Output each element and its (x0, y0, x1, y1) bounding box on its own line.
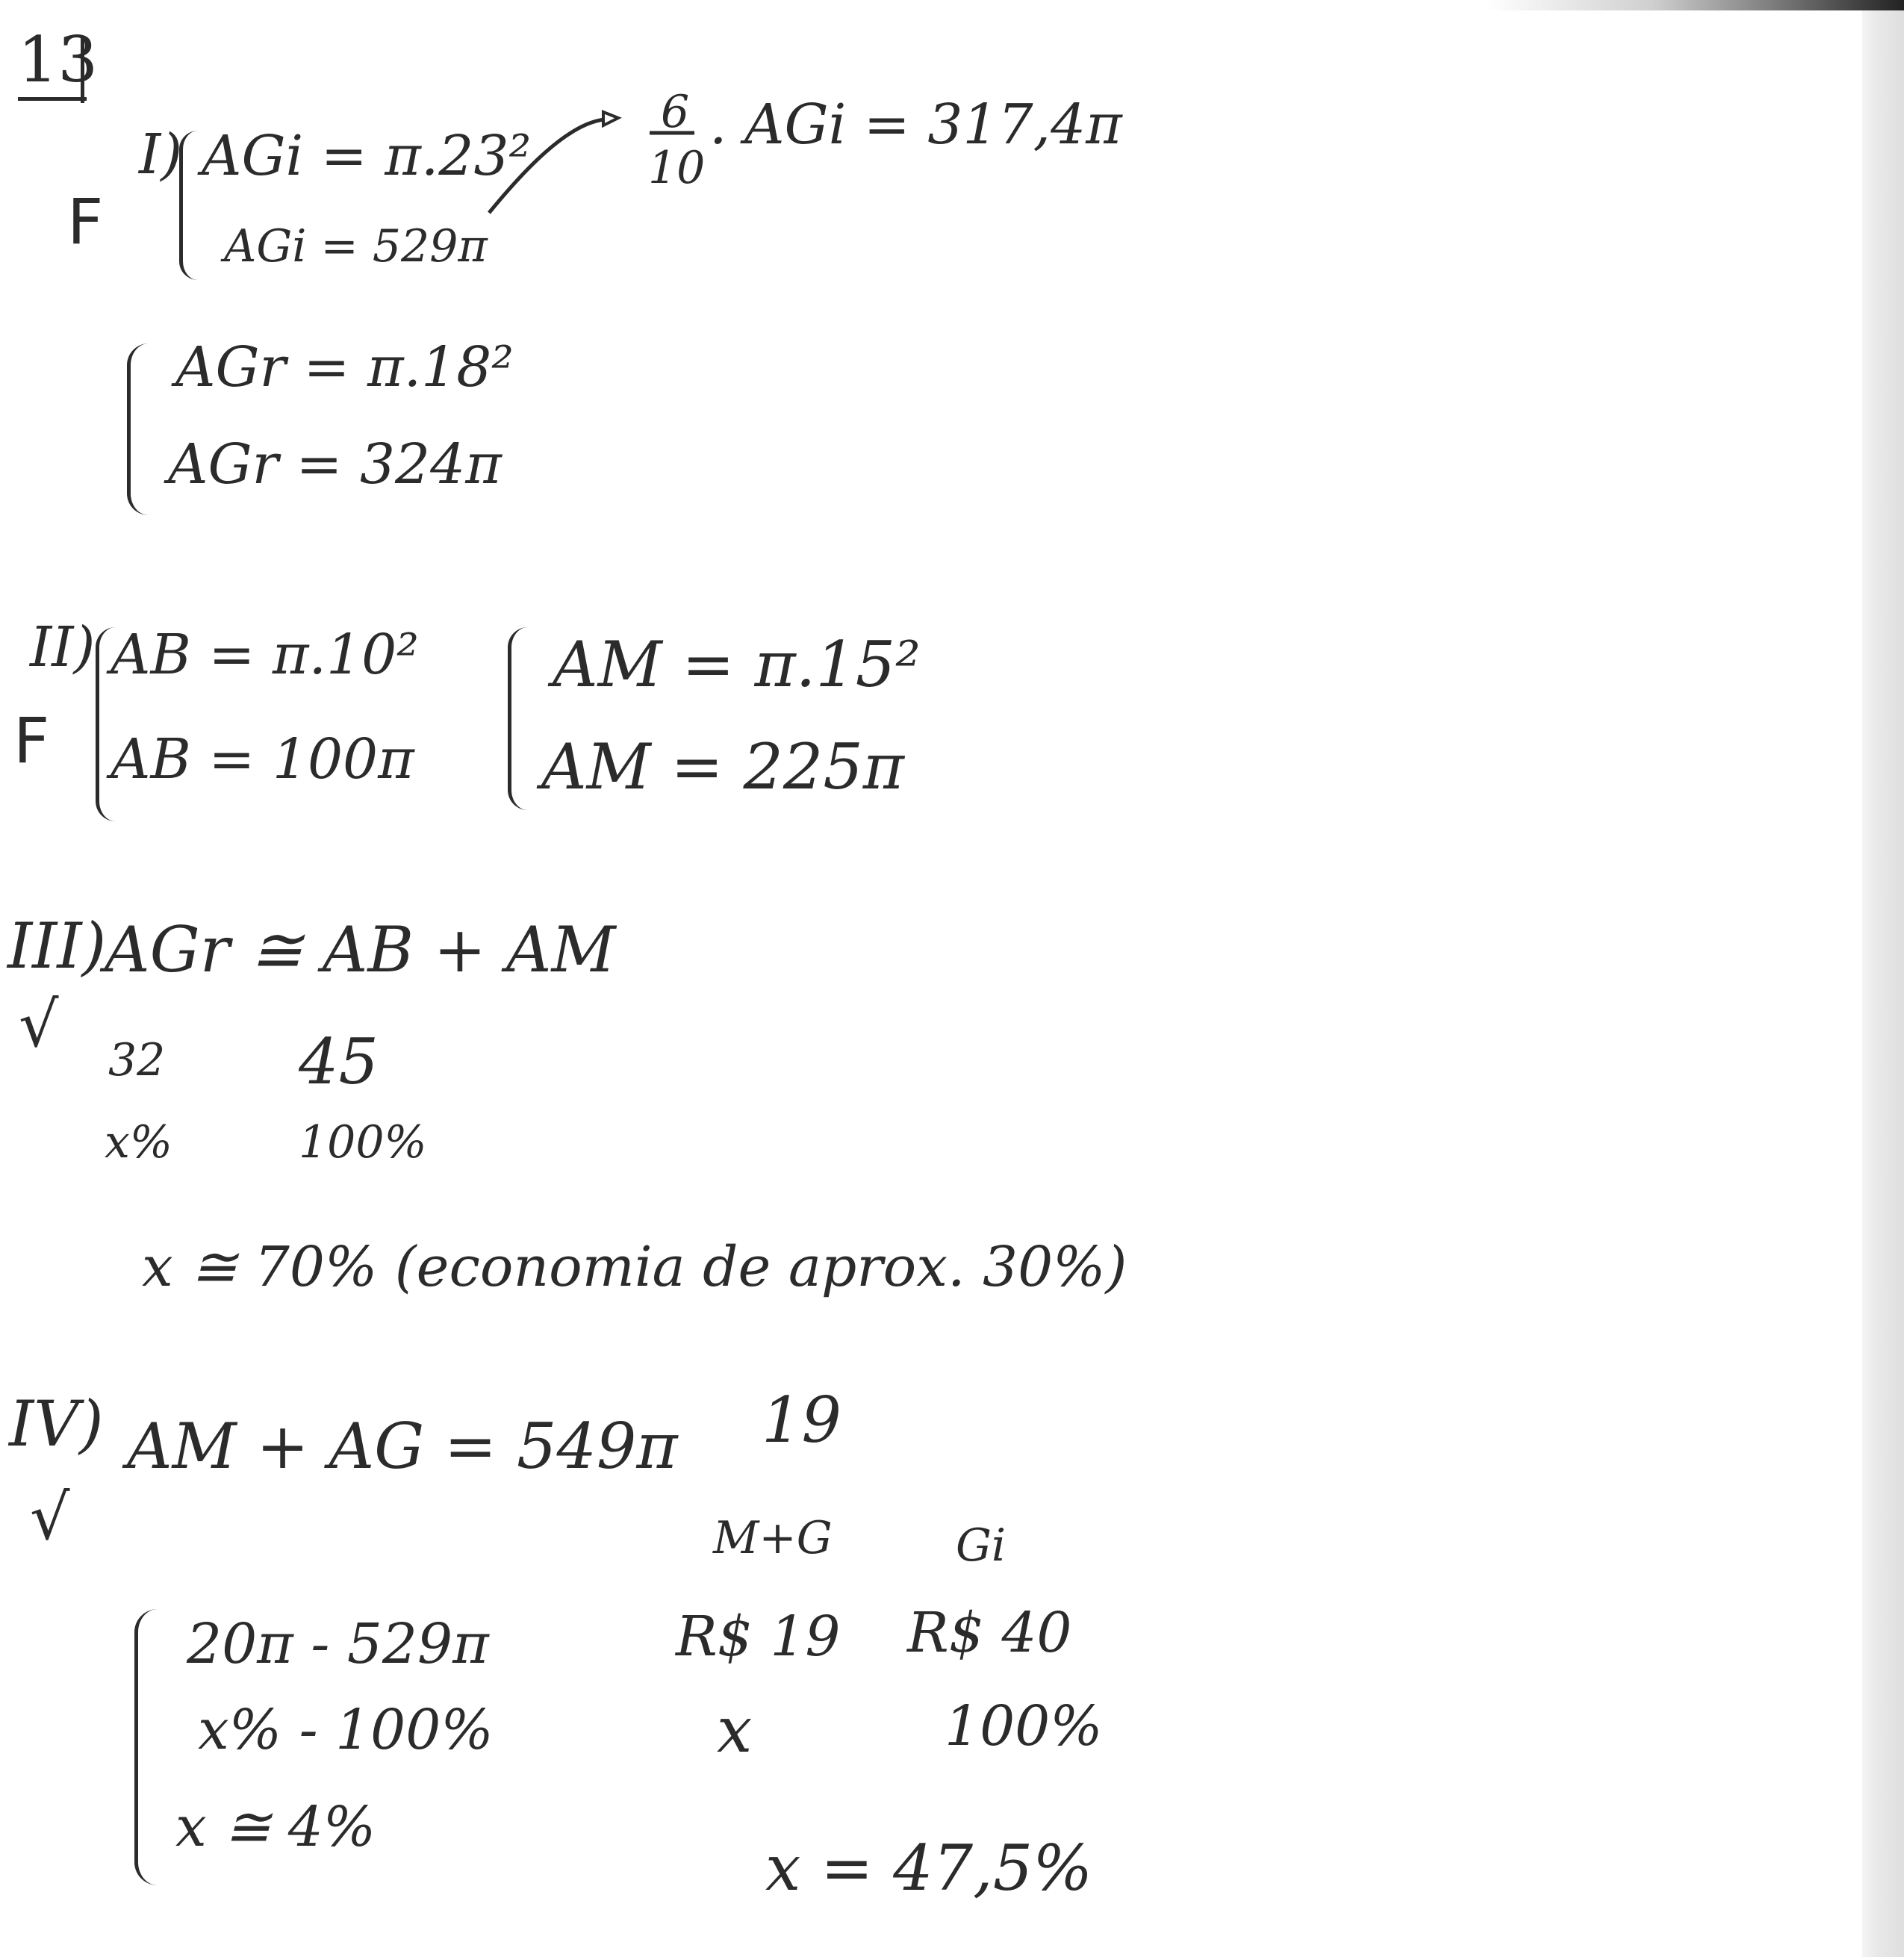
section-iii-col2-top: 45 (299, 1025, 379, 1098)
section-iv-pct-right: 100% (945, 1694, 1103, 1758)
section-i-line4: AGr = 324π (168, 432, 502, 497)
section-iv-result: x = 47,5% (765, 1832, 1093, 1905)
section-ii-roman: II) (30, 615, 96, 679)
section-iv-line1: AM + AG = 549π (127, 1410, 678, 1483)
section-ii-line3: AM = π.15² (553, 628, 921, 701)
section-ii-brace-right (508, 627, 528, 810)
section-i-fraction-numerator: 6 (661, 86, 690, 138)
section-iv-head-right: Gi (956, 1519, 1007, 1572)
section-iii-result: x ≅ 70% (economia de aprox. 30%) (142, 1235, 1127, 1299)
section-iv-roman: IV) (9, 1387, 104, 1460)
section-iv-var-left: x (717, 1693, 753, 1767)
section-ii-line1: AB = π.10² (111, 623, 419, 687)
section-iv-rule3: x ≅ 4% (175, 1795, 376, 1859)
section-i-roman: I) (139, 122, 183, 187)
section-iii-line1: AGr ≅ AB + AM (105, 913, 616, 986)
section-i-mark: F (67, 185, 104, 258)
section-iv-rule2: x% - 100% (198, 1698, 494, 1762)
section-iv-brace (134, 1609, 158, 1885)
section-iv-price-left: R$ 19 (676, 1605, 841, 1669)
section-iv-rule1: 20π - 529π (187, 1612, 489, 1676)
section-i-line2: AGi = 529π (224, 220, 488, 273)
section-i-line3: AGr = π.18² (175, 335, 514, 399)
section-ii-line4: AM = 225π (541, 730, 904, 803)
section-iii-col1-top: 32 (108, 1034, 166, 1086)
section-iii-roman: III) (7, 909, 107, 983)
section-iv-top-number: 19 (762, 1384, 841, 1457)
section-i-arrow-result: . AGi = 317,4π (709, 93, 1122, 157)
section-iii-mark: √ (19, 988, 59, 1061)
section-ii-mark: F (13, 704, 50, 777)
section-iv-head-left: M+G (713, 1512, 833, 1564)
section-iv-price-right: R$ 40 (907, 1601, 1072, 1665)
section-i-line1: AGi = π.23² (202, 124, 532, 188)
section-i-fraction-denominator: 10 (648, 142, 706, 194)
section-ii-line2: AB = 100π (111, 727, 414, 791)
section-iii-col2-bottom: 100% (299, 1116, 427, 1169)
section-iv-mark: √ (30, 1481, 70, 1554)
section-iii-col1-bottom: x% (105, 1116, 172, 1169)
problem-number: 13 (18, 23, 98, 96)
